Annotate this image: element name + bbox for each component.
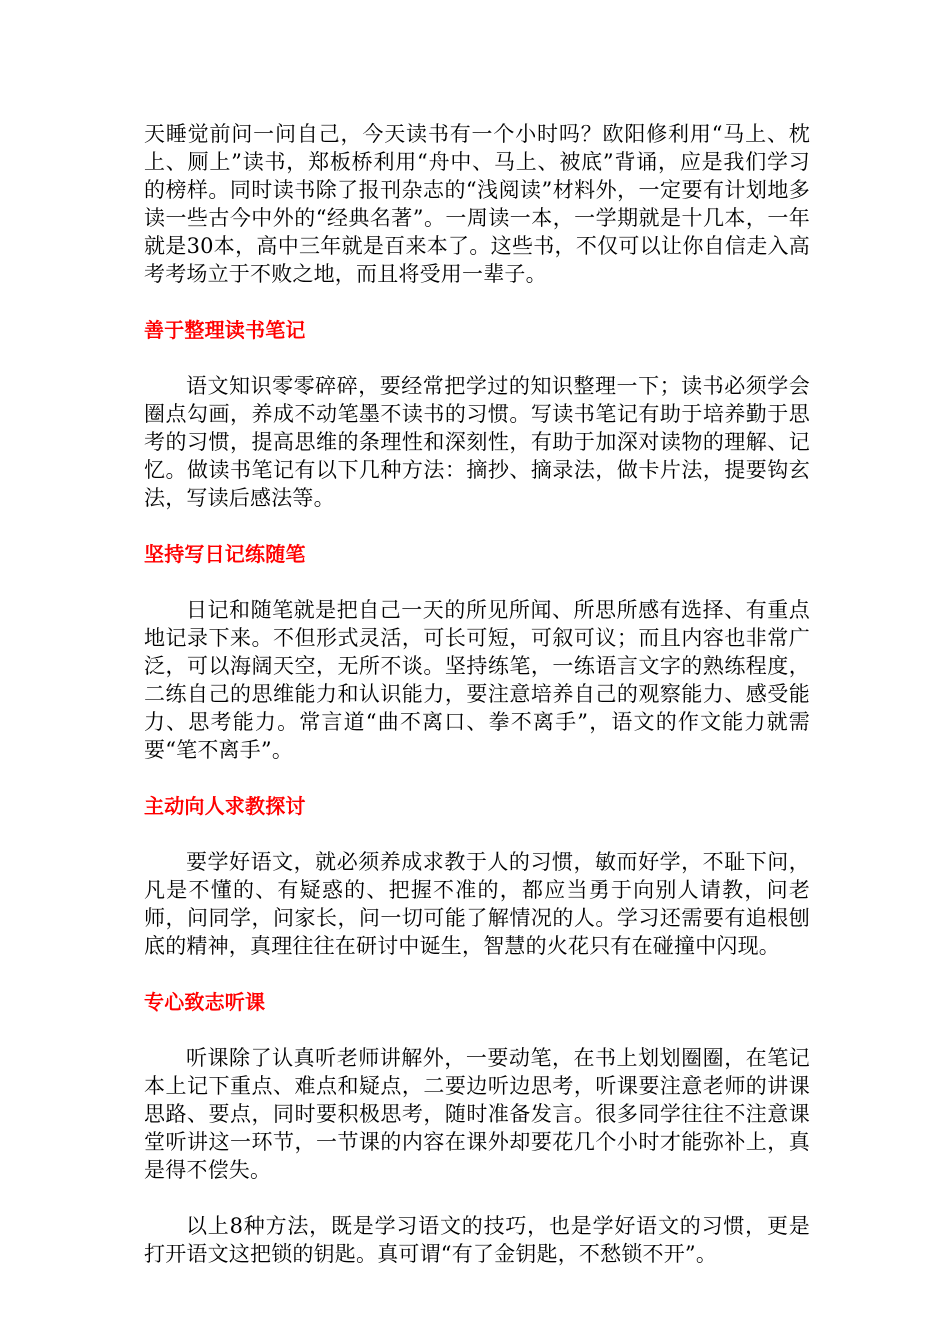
spacer: [144, 764, 810, 792]
section-heading-listen: 专心致志听课: [144, 990, 266, 1014]
closing-paragraph: 以上8种方法，既是学习语文的技巧，也是学好语文的习惯，更是打开语文这把锁的钥匙。真可谓“有了金钥匙，不愁锁不开”。: [144, 1214, 810, 1266]
spacer: [144, 344, 810, 372]
spacer: [144, 1184, 810, 1212]
spacer: [144, 288, 810, 316]
spacer: [144, 1016, 810, 1044]
section-body-diary: 日记和随笔就是把自己一天的所见所闻、所思所感有选择、有重点地记录下来。不但形式灵活，可长可短，可叙可议；而且内容也非常广泛，可以海阔天空，无所不谈。坚持练笔，一练语言文字的熟练程度，二练自己的思维能力和认识能力，要注意培养自己的观察能力、感受能力、思考能力。常言道“曲不离口、拳不离手”，语文的作文能力就需要“笔不离手”。: [144, 598, 810, 762]
section-body-notes: 语文知识零零碎碎，要经常把学过的知识整理一下；读书必须学会圈点勾画，养成不动笔墨不读书的习惯。写读书笔记有助于培养勤于思考的习惯，提高思维的条理性和深刻性，有助于加深对读物的理解、记忆。做读书笔记有以下几种方法：摘抄、摘录法，做卡片法，提要钩玄法，写读后感法等。: [144, 374, 810, 510]
spacer: [144, 568, 810, 596]
spacer: [144, 960, 810, 988]
intro-paragraph: 天睡觉前问一问自己，今天读书有一个小时吗？欧阳修利用“马上、枕上、厕上”读书，郑板桥利用“舟中、马上、被底”背诵，应是我们学习的榜样。同时读书除了报刊杂志的“浅阅读”材料外，一定要有计划地多读一些古今中外的“经典名著”。一周读一本，一学期就是十几本，一年就是30本，高中三年就是百来本了。这些书，不仅可以让你自信走入高考考场立于不败之地，而且将受用一辈子。: [144, 122, 810, 286]
section-body-ask: 要学好语文，就必须养成求教于人的习惯，敏而好学，不耻下问，凡是不懂的、有疑惑的、把握不准的，都应当勇于向别人请教，问老师，问同学，问家长，问一切可能了解情况的人。学习还需要有追根刨底的精神，真理往往在研讨中诞生，智慧的火花只有在碰撞中闪现。: [144, 850, 810, 958]
section-body-listen: 听课除了认真听老师讲解外，一要动笔，在书上划划圈圈，在笔记本上记下重点、难点和疑点，二要边听边思考，听课要注意老师的讲课思路、要点，同时要积极思考，随时准备发言。很多同学往往不注意课堂听讲这一环节，一节课的内容在课外却要花几个小时才能弥补上，真是得不偿失。: [144, 1046, 810, 1182]
spacer: [144, 512, 810, 540]
section-heading-diary: 坚持写日记练随笔: [144, 542, 306, 566]
spacer: [144, 820, 810, 848]
section-heading-notes: 善于整理读书笔记: [144, 318, 306, 342]
section-heading-ask: 主动向人求教探讨: [144, 794, 306, 818]
document-page: [144, 120, 810, 1268]
